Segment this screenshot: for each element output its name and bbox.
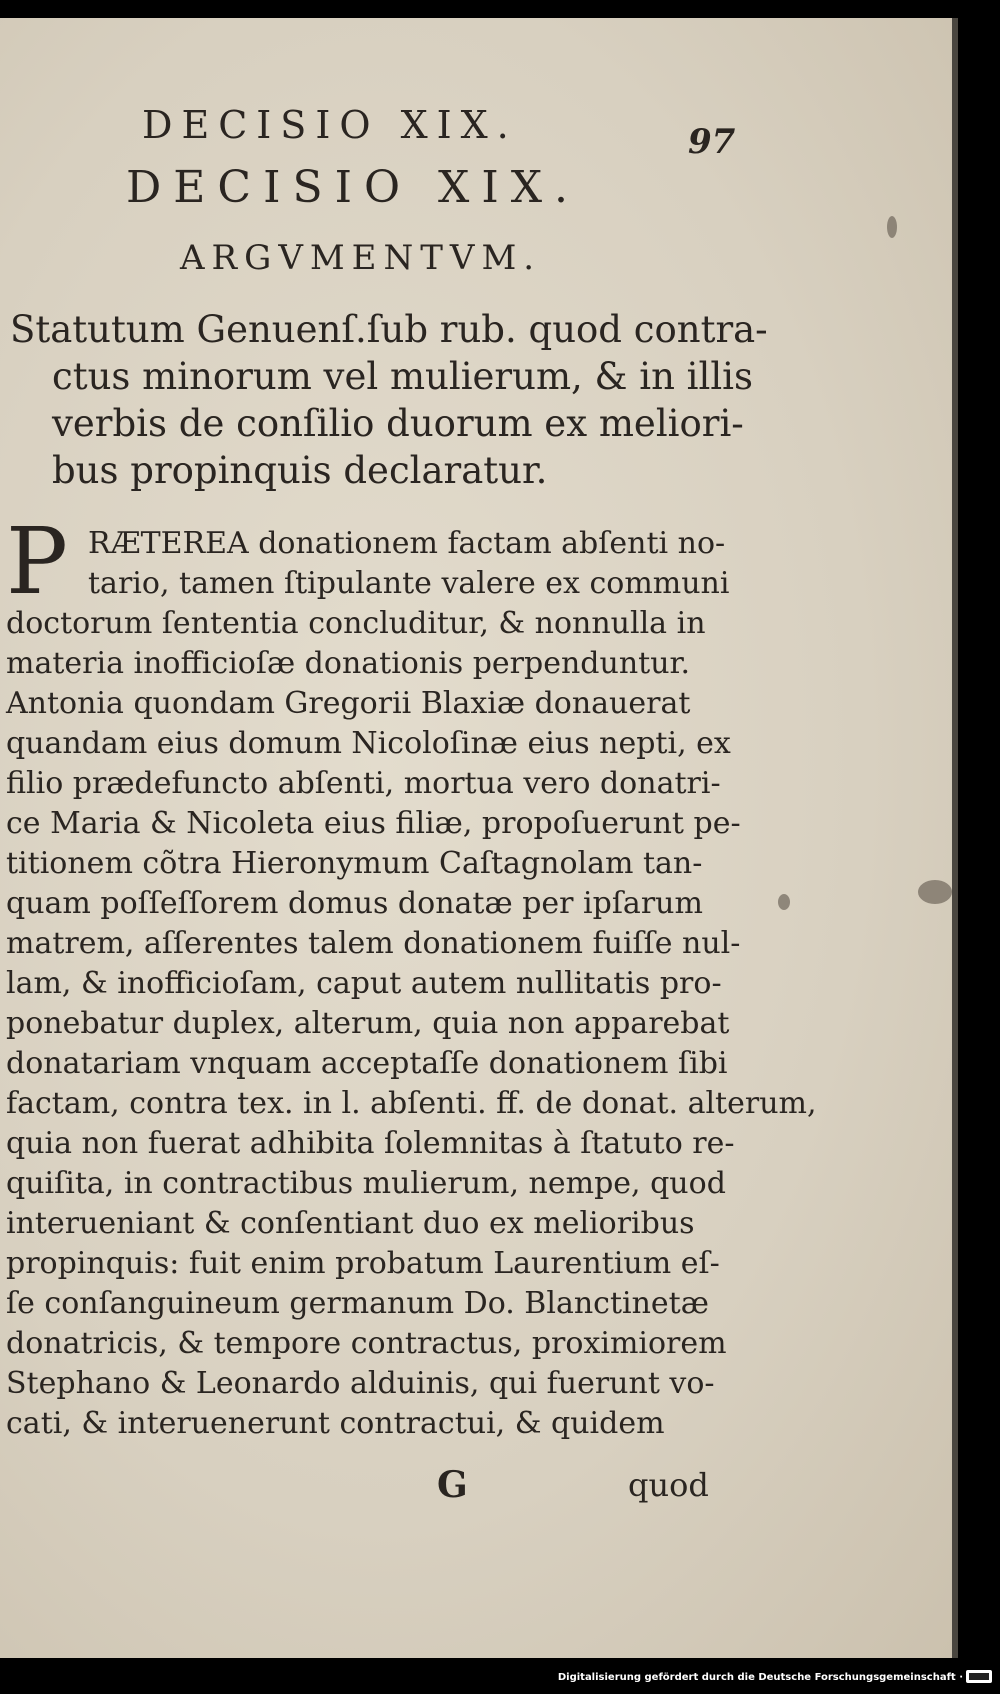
body-line: RÆTEREA donationem factam abſenti no- — [88, 526, 726, 561]
summary-line: bus propinquis declaratur. — [52, 449, 548, 492]
body-line: ponebatur duplex, alterum, quia non apparebat — [6, 1006, 730, 1041]
body-line: ſe conſanguineum germanum Do. Blanctinetæ — [6, 1286, 709, 1321]
body-line: donatricis, & tempore contractus, proximiorem — [6, 1326, 727, 1361]
running-title: DECISIO XIX. — [142, 103, 518, 147]
body-line: matrem, aſſerentes talem donationem fuiſſe nul- — [6, 926, 741, 961]
body-line: lam, & inofficioſam, caput autem nullitatis pro- — [6, 966, 722, 1001]
body-line: Antonia quondam Gregorii Blaxiæ donauerat — [6, 686, 691, 721]
body-line: Stephano & Leonardo alduinis, qui fuerunt vo- — [6, 1366, 715, 1401]
page-number: 97 — [688, 122, 736, 162]
signature-mark: G — [437, 1464, 468, 1506]
body-line: interueniant & conſentiant duo ex melioribus — [6, 1206, 695, 1241]
ink-blot — [778, 894, 790, 910]
body-line: quiſita, in contractibus mulierum, nempe, quod — [6, 1166, 726, 1201]
funding-footer: Digitalisierung gefördert durch die Deutsche Forschungsgemeinschaft · — [557, 1672, 963, 1683]
body-line: quam poſſeſſorem domus donatæ per ipſarum — [6, 886, 703, 921]
body-line: quia non fuerat adhibita ſolemnitas à ſtatuto re- — [6, 1126, 735, 1161]
body-line: cati, & interuenerunt contractui, & quidem — [6, 1406, 665, 1441]
ink-blot — [918, 880, 952, 904]
body-line: factam, contra tex. in l. abſenti. ff. de donat. alterum, — [6, 1086, 817, 1121]
summary-line: Statutum Genuenſ.ſub rub. quod contra- — [10, 308, 768, 351]
body-line: donatariam vnquam acceptaſſe donationem ſibi — [6, 1046, 728, 1081]
decision-title: DECISIO XIX. — [126, 162, 581, 213]
body-line: filio prædefuncto abſenti, mortua vero donatri- — [6, 766, 721, 801]
ink-blot — [887, 216, 897, 238]
page-edge — [952, 18, 958, 1658]
summary-line: verbis de conſilio duorum ex meliori- — [52, 402, 744, 445]
drop-initial: P — [6, 508, 68, 615]
body-line: materia inofficioſæ donationis perpenduntur. — [6, 646, 691, 681]
body-line: ce Maria & Nicoleta eius filiæ, propoſuerunt pe- — [6, 806, 741, 841]
body-line: quandam eius domum Nicoloſinæ eius nepti, ex — [6, 726, 731, 761]
argument-heading: ARGVMENTVM. — [180, 238, 542, 278]
body-line: tario, tamen ſtipulante valere ex communi — [88, 566, 730, 601]
catchword: quod — [628, 1466, 709, 1504]
dfg-logo-icon — [966, 1670, 992, 1683]
summary-line: ctus minorum vel mulierum, & in illis — [52, 355, 753, 398]
body-line: doctorum ſententia concluditur, & nonnulla in — [6, 606, 706, 641]
body-line: titionem cõtra Hieronymum Caſtagnolam tan- — [6, 846, 703, 881]
body-line: propinquis: fuit enim probatum Laurentium eſ- — [6, 1246, 720, 1281]
